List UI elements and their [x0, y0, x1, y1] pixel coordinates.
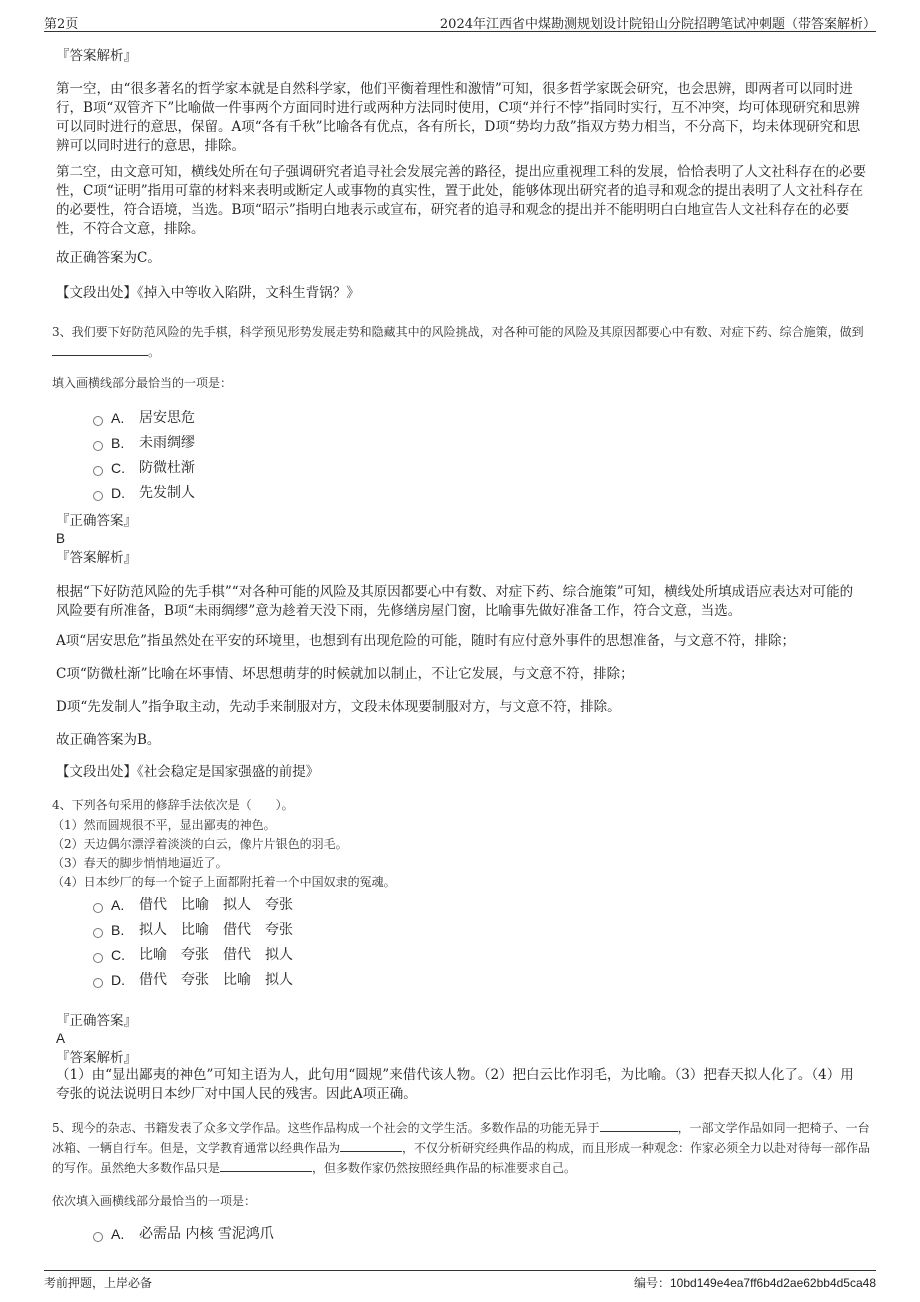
- radio-icon[interactable]: [93, 466, 103, 476]
- q2-analysis-label: 『答案解析』: [56, 48, 137, 64]
- q3-analysis-label: 『答案解析』: [56, 550, 137, 566]
- radio-icon[interactable]: [93, 491, 103, 501]
- q4-analysis: （1）由“显出鄙夷的神色”可知主语为人，此句用“圆规”来借代该人物。（2）把白云比作羽毛，为比喻。（3）把春天拟人化了。（4）用夸张的说法说明日本纱厂对中国人民的残害。因此A项正确。: [56, 1067, 854, 1102]
- document-title: 2024年江西省中煤勘测规划设计院铅山分院招聘笔试冲刺题（带答案解析）: [439, 17, 876, 32]
- q3-analysis-para2: A项“居安思危”指虽然处在平安的环境里，也想到有出现危险的可能，随时有应付意外事件的思想准备，与文意不符，排除；: [56, 633, 796, 649]
- q3-stem: 3、我们要下好防范风险的先手棋，科学预见形势发展走势和隐藏其中的风险挑战，对各种可能的风险及其原因都要心中有数、对症下药、综合施策，做到。: [52, 325, 864, 359]
- q3-analysis-para4: D项“先发制人”指争取主动，先动手来制服对方，文段未体现要制服对方，与文意不符，排除。: [56, 699, 621, 715]
- radio-icon[interactable]: [93, 1232, 103, 1242]
- q5-stem: 5、现今的杂志、书籍发表了众多文学作品。这些作品构成一个社会的文学生活。多数作品的功能无异于 ，一部文学作品如同一把椅子、一台冰箱、一辆自行车。但是，文学教育通常以经典作品为 ，不仅分析研究经典作品的构成，而且形成一种观念：作家必须全力以赴对待每一部作品的写作。虽然绝大多数作品只是 ，但多数作家仍然按照经典作品的标准要求自己。: [52, 1118, 872, 1178]
- q3-option-a[interactable]: A. 居安思危: [93, 408, 195, 428]
- q4-option-a[interactable]: A. 借代 比喻 拟人 夸张: [93, 895, 293, 915]
- q5-blank-3: [220, 1158, 312, 1172]
- radio-icon[interactable]: [93, 928, 103, 938]
- q4-sentence-1: （1）然而圆规很不平，显出鄙夷的神色。: [52, 818, 276, 832]
- radio-icon[interactable]: [93, 903, 103, 913]
- q4-sentence-2: （2）天边偶尔漂浮着淡淡的白云，像片片银色的羽毛。: [52, 837, 348, 851]
- q2-source: 【文段出处】《掉入中等收入陷阱，文科生背锅？》: [56, 285, 360, 301]
- q5-blank-2: [340, 1138, 402, 1152]
- document-id: 编号：10bd149e4ea7ff6b4d2ae62bb4d5ca48: [634, 1276, 876, 1290]
- q3-analysis-para3: C项“防微杜渐”比喻在坏事情、坏思想萌芽的时候就加以制止，不让它发展，与文意不符，排除；: [56, 666, 634, 682]
- q5-option-a[interactable]: A. 必需品 内核 雪泥鸿爪: [93, 1224, 274, 1244]
- q4-option-d[interactable]: D. 借代 夸张 比喻 拟人: [93, 970, 293, 990]
- q5-prompt: 依次填入画横线部分最恰当的一项是：: [52, 1194, 257, 1208]
- q3-source: 【文段出处】《社会稳定是国家强盛的前提》: [56, 764, 320, 780]
- q3-blank: [52, 342, 148, 356]
- radio-icon[interactable]: [93, 978, 103, 988]
- q3-conclusion: 故正确答案为B。: [56, 732, 161, 748]
- q4-option-b[interactable]: B. 拟人 比喻 借代 夸张: [93, 920, 293, 940]
- radio-icon[interactable]: [93, 416, 103, 426]
- q3-correct-label: 『正确答案』: [56, 513, 137, 529]
- page-footer: [44, 1270, 876, 1293]
- q3-option-d[interactable]: D. 先发制人: [93, 483, 195, 503]
- q3-option-c[interactable]: C. 防微杜渐: [93, 458, 195, 478]
- q3-option-b[interactable]: B. 未雨绸缪: [93, 433, 195, 453]
- q4-sentence-3: （3）春天的脚步悄悄地逼近了。: [52, 856, 228, 870]
- q3-analysis-para1: 根据“下好防范风险的先手棋”“对各种可能的风险及其原因都要心中有数、对症下药、综合施策”可知，横线处所填成语应表达对可能的风险要有所准备，B项“未雨绸缪”意为趁着天没下雨，先修缮房屋门窗，比喻事先做好准备工作，符合文意，当选。: [56, 584, 854, 619]
- footer-slogan: 考前押题，上岸必备: [44, 1276, 153, 1290]
- page-header: [44, 9, 876, 32]
- q3-prompt: 填入画横线部分最恰当的一项是：: [52, 376, 233, 390]
- q4-analysis-label: 『答案解析』: [56, 1050, 137, 1066]
- q5-blank-1: [600, 1118, 678, 1132]
- radio-icon[interactable]: [93, 953, 103, 963]
- q4-stem: 4、下列各句采用的修辞手法依次是（ ）。: [52, 798, 294, 812]
- q4-sentence-4: （4）日本纱厂的每一个锭子上面都附托着一个中国奴隶的冤魂。: [52, 875, 396, 889]
- q4-correct-answer: A: [56, 1031, 66, 1046]
- q2-analysis-para1: 第一空，由“很多著名的哲学家本就是自然科学家，他们平衡着理性和激情”可知，很多哲学家既会研究，也会思辨，即两者可以同时进行，B项“双管齐下”比喻做一件事两个方面同时进行或两种方法同时使用，C项“并行不悖”指同时实行，互不冲突，均可体现研究和思辨可以同时进行的意思，保留。A项“各有千秋”比喻各有优点，各有所长，D项“势均力敌”指双方势力相当，不分高下，均未体现研究和思辨可以同时进行的意思，排除。: [56, 81, 861, 154]
- page-number: 第2页: [44, 17, 79, 32]
- q2-conclusion: 故正确答案为C。: [56, 250, 161, 266]
- q4-option-c[interactable]: C. 比喻 夸张 借代 拟人: [93, 945, 293, 965]
- q3-correct-answer: B: [56, 531, 66, 546]
- radio-icon[interactable]: [93, 441, 103, 451]
- q2-analysis-para2: 第二空，由文意可知，横线处所在句子强调研究者追寻社会发展完善的路径，提出应重视理工科的发展，恰恰表明了人文社科存在的必要性，C项“证明”指用可靠的材料来表明或断定人或事物的真实性，置于此处，能够体现出研究者的追寻和观念的提出表明了人文社科存在的必要性，符合语境，当选。B项“昭示”指明白地表示或宣布，研究者的追寻和观念的提出并不能明明白白地宣告人文社科存在的必要性，不符合文意，排除。: [56, 164, 866, 237]
- q4-correct-label: 『正确答案』: [56, 1013, 137, 1029]
